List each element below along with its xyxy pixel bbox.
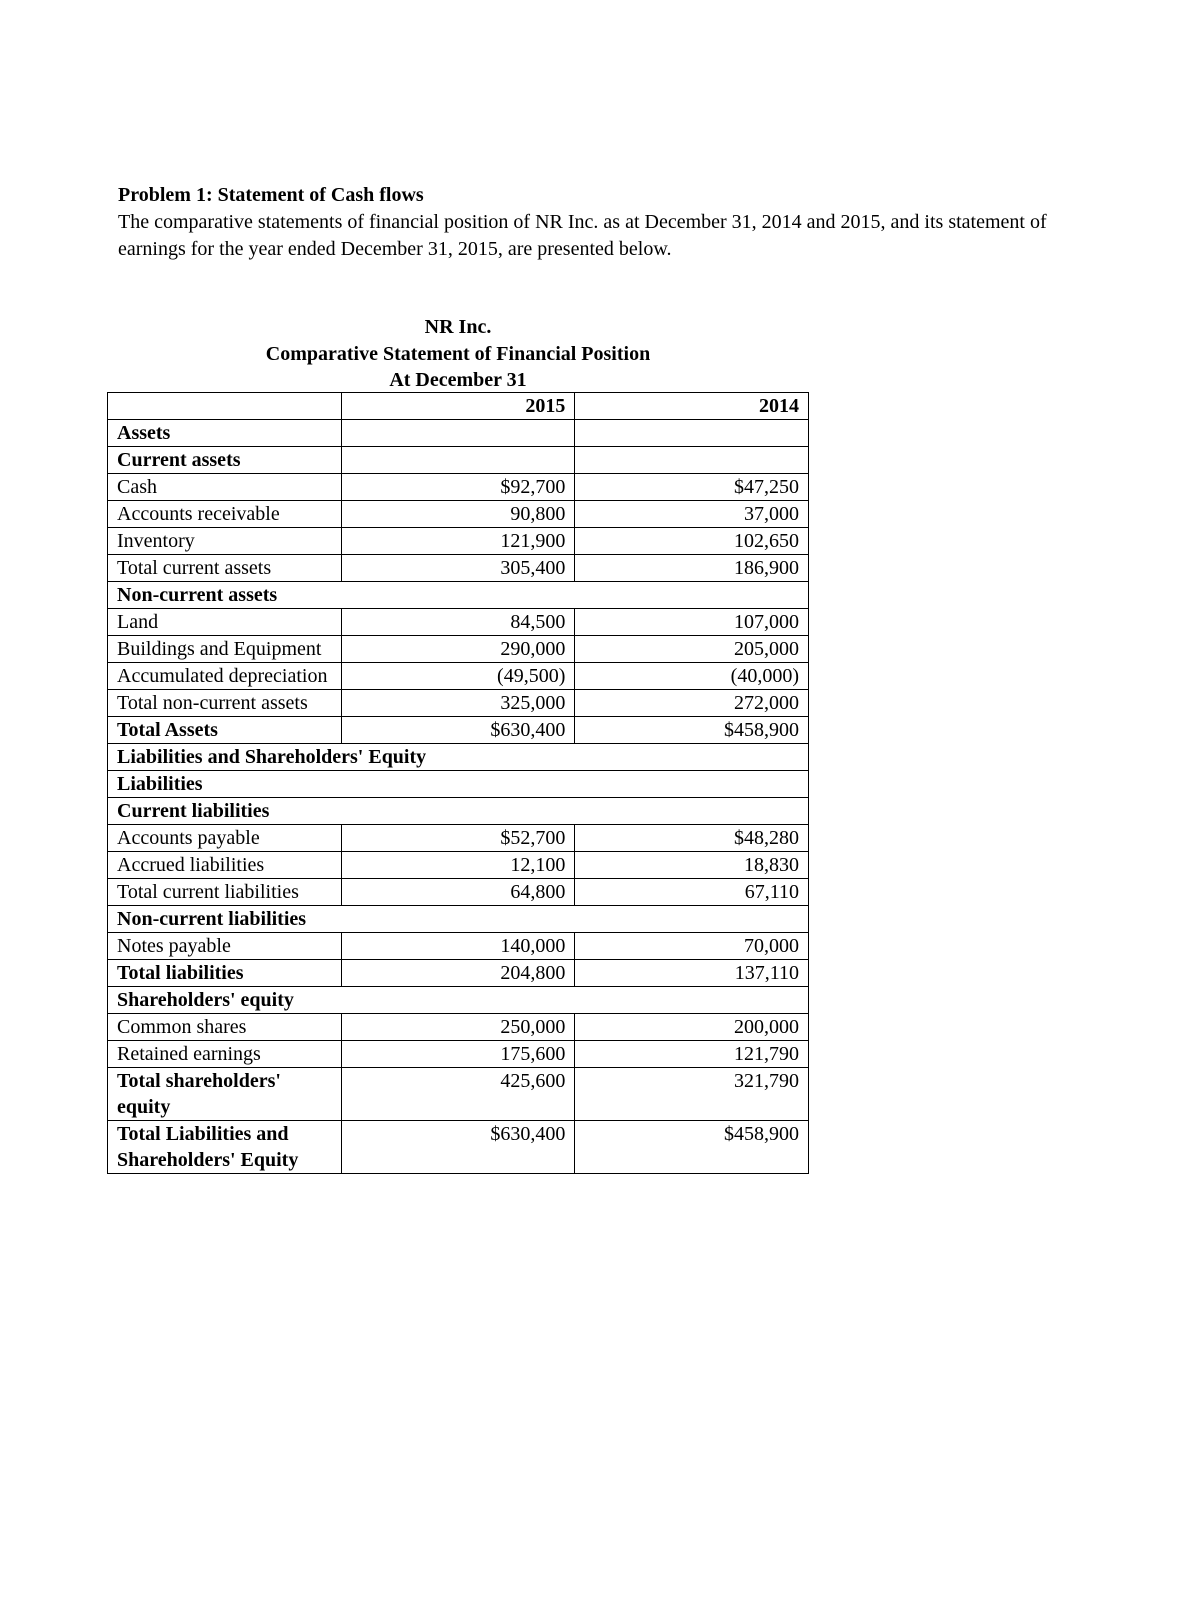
- row-label: Total Assets: [108, 717, 342, 744]
- statement-header: [108, 314, 808, 394]
- value-2015: $630,400: [341, 1121, 575, 1174]
- section-row-current-assets: [108, 447, 809, 474]
- value-2014: (40,000): [575, 663, 809, 690]
- table-row: [108, 501, 809, 528]
- row-label: Accounts payable: [108, 825, 342, 852]
- section-row-non-current-liabilities: [108, 906, 809, 933]
- value-2015: 140,000: [341, 933, 575, 960]
- value-2014: 205,000: [575, 636, 809, 663]
- value-2015: 175,600: [341, 1041, 575, 1068]
- financial-position-table: [107, 392, 809, 1174]
- table-row: [108, 1014, 809, 1041]
- section-row-non-current-assets: [108, 582, 809, 609]
- row-label: Accumulated depreciation: [108, 663, 342, 690]
- section-label: Liabilities and Shareholders' Equity: [108, 744, 809, 771]
- section-row-shareholders-equity: [108, 987, 809, 1014]
- table-row: [108, 1068, 809, 1121]
- table-row: [108, 555, 809, 582]
- table-row: [108, 528, 809, 555]
- value-2014: 18,830: [575, 852, 809, 879]
- value-2014: 102,650: [575, 528, 809, 555]
- row-label: Buildings and Equipment: [108, 636, 342, 663]
- value-2015: $52,700: [341, 825, 575, 852]
- section-label: Liabilities: [108, 771, 809, 798]
- row-label: Total current assets: [108, 555, 342, 582]
- value-2014: $48,280: [575, 825, 809, 852]
- header-row: [108, 393, 809, 420]
- problem-intro: [118, 182, 1108, 263]
- column-header-2014: 2014: [575, 393, 809, 420]
- section-label: Shareholders' equity: [108, 987, 809, 1014]
- value-2014: $47,250: [575, 474, 809, 501]
- table-row: [108, 663, 809, 690]
- value-2014: 200,000: [575, 1014, 809, 1041]
- value-2015: 290,000: [341, 636, 575, 663]
- problem-description: The comparative statements of financial position of NR Inc. as at December 31, 2014 and 2015, and its statement of earnings for the year ended December 31, 2015, are presented below.: [118, 211, 1047, 260]
- value-2015: 90,800: [341, 501, 575, 528]
- section-label: Current assets: [108, 447, 342, 474]
- row-label: Common shares: [108, 1014, 342, 1041]
- table-row: [108, 852, 809, 879]
- value-2015: 64,800: [341, 879, 575, 906]
- table-row: [108, 1121, 809, 1174]
- row-label: Total shareholders' equity: [108, 1068, 342, 1121]
- row-label: Total non-current assets: [108, 690, 342, 717]
- row-label: Cash: [108, 474, 342, 501]
- row-label: Total current liabilities: [108, 879, 342, 906]
- section-label: Assets: [108, 420, 342, 447]
- section-row-current-liabilities: [108, 798, 809, 825]
- column-header-2015: 2015: [341, 393, 575, 420]
- value-2014: 121,790: [575, 1041, 809, 1068]
- table-row: [108, 717, 809, 744]
- table-row: [108, 879, 809, 906]
- table-row: [108, 636, 809, 663]
- table-row: [108, 1041, 809, 1068]
- value-2014: $458,900: [575, 1121, 809, 1174]
- value-2015: 425,600: [341, 1068, 575, 1121]
- value-2015: $630,400: [341, 717, 575, 744]
- row-label: Accounts receivable: [108, 501, 342, 528]
- statement-date: At December 31: [389, 369, 527, 391]
- row-label: Total Liabilities and Shareholders' Equity: [108, 1121, 342, 1174]
- table-row: [108, 474, 809, 501]
- value-2015: (49,500): [341, 663, 575, 690]
- value-2015: 204,800: [341, 960, 575, 987]
- value-2014: 272,000: [575, 690, 809, 717]
- row-label: Total liabilities: [108, 960, 342, 987]
- section-row-liabilities: [108, 771, 809, 798]
- row-label: Accrued liabilities: [108, 852, 342, 879]
- section-label: Current liabilities: [108, 798, 809, 825]
- table-row: [108, 960, 809, 987]
- value-2014: $458,900: [575, 717, 809, 744]
- header-blank-cell: [108, 393, 342, 420]
- table-row: [108, 609, 809, 636]
- value-2014: 37,000: [575, 501, 809, 528]
- value-2015: 250,000: [341, 1014, 575, 1041]
- row-label: Land: [108, 609, 342, 636]
- value-2014: 107,000: [575, 609, 809, 636]
- value-2015: 305,400: [341, 555, 575, 582]
- value-2014: 186,900: [575, 555, 809, 582]
- section-row-assets: [108, 420, 809, 447]
- table-row: [108, 825, 809, 852]
- value-2014: 67,110: [575, 879, 809, 906]
- statement-name: Comparative Statement of Financial Position: [265, 342, 651, 365]
- table-row: [108, 933, 809, 960]
- value-2014: 321,790: [575, 1068, 809, 1121]
- value-2015: 84,500: [341, 609, 575, 636]
- value-2015: 121,900: [341, 528, 575, 555]
- section-label: Non-current liabilities: [108, 906, 809, 933]
- problem-title: Problem 1: Statement of Cash flows: [118, 184, 424, 206]
- row-label: Notes payable: [108, 933, 342, 960]
- value-2014: 70,000: [575, 933, 809, 960]
- row-label: Inventory: [108, 528, 342, 555]
- table-row: [108, 690, 809, 717]
- section-label: Non-current assets: [108, 582, 809, 609]
- company-name: NR Inc.: [424, 316, 492, 338]
- section-row-liab-equity: [108, 744, 809, 771]
- value-2014: 137,110: [575, 960, 809, 987]
- value-2015: 325,000: [341, 690, 575, 717]
- value-2015: 12,100: [341, 852, 575, 879]
- row-label: Retained earnings: [108, 1041, 342, 1068]
- value-2015: $92,700: [341, 474, 575, 501]
